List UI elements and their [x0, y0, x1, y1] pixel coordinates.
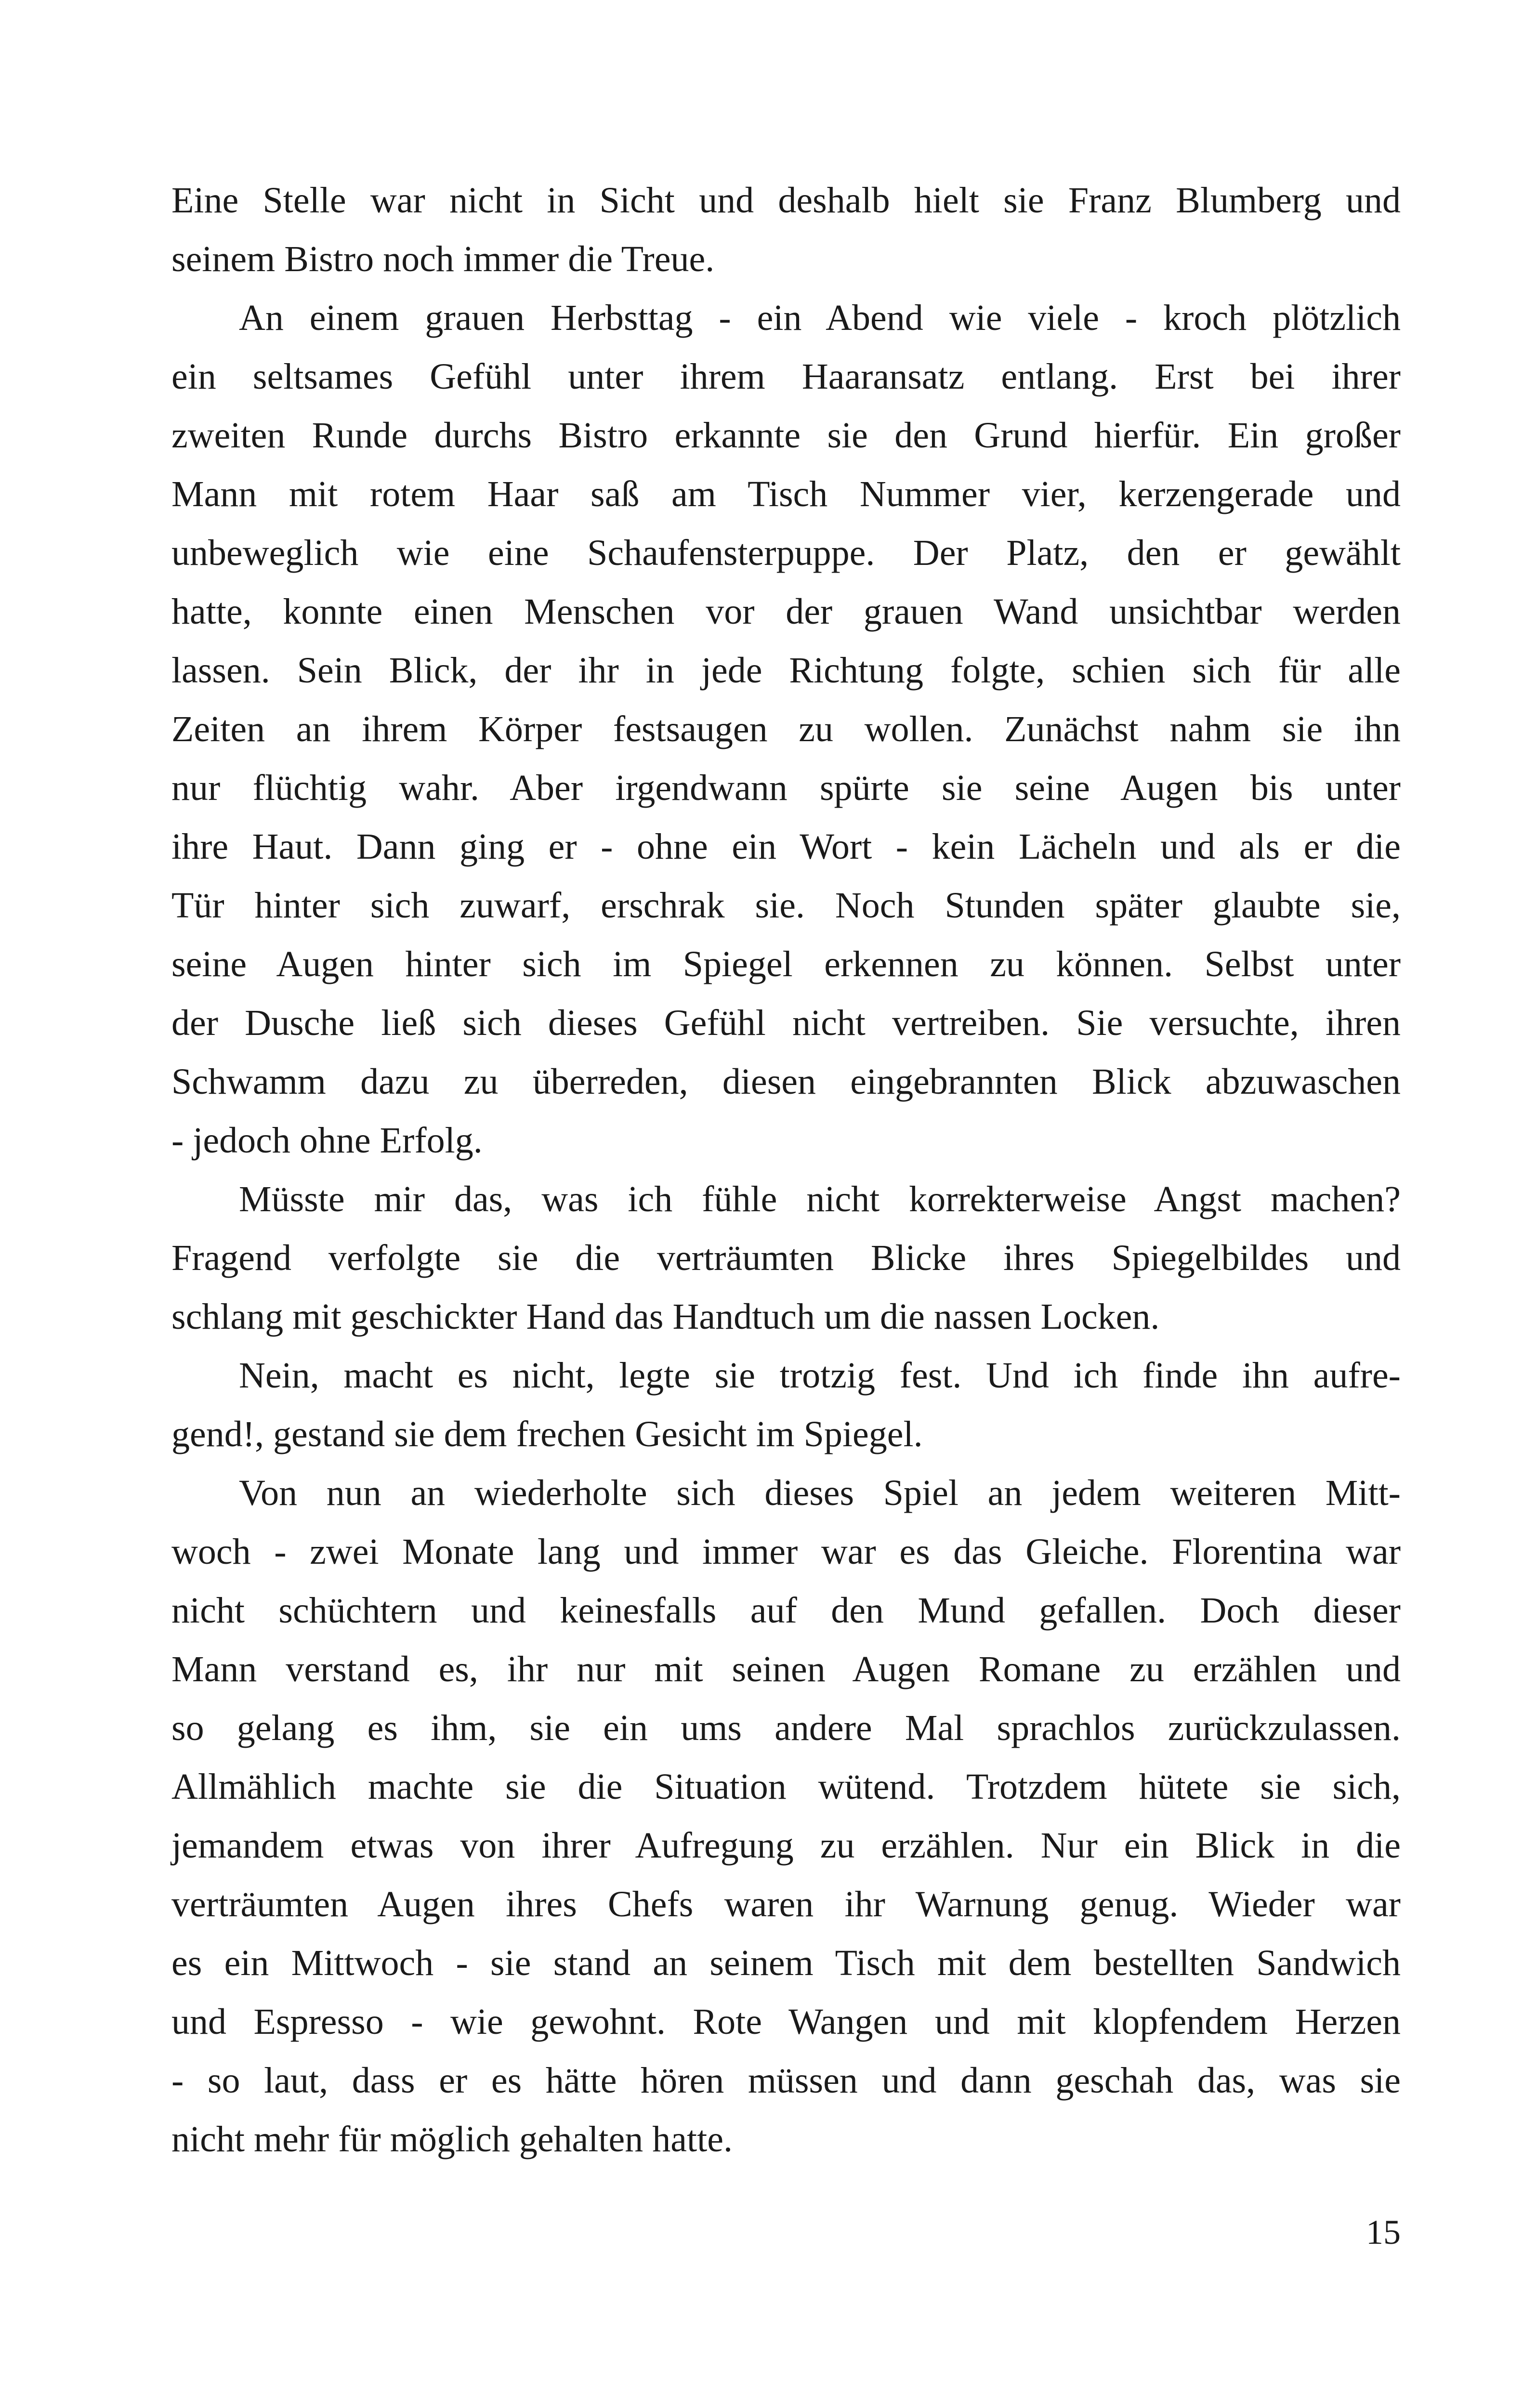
text-line: nicht mehr für möglich gehalten hatte.	[171, 2119, 733, 2159]
text-line: Allmählich machte sie die Situation wütend. Trotzdem hütete sie sich,	[171, 1767, 1401, 1807]
text-line: verträumten Augen ihres Chefs waren ihr Warnung genug. Wieder war	[171, 1884, 1401, 1924]
paragraph	[171, 1170, 1401, 1346]
text-line: und Espresso - wie gewohnt. Rote Wangen und mit klopfendem Herzen	[171, 2002, 1401, 2042]
text-line: seine Augen hinter sich im Spiegel erkennen zu können. Selbst unter	[171, 944, 1401, 984]
text-line: zweiten Runde durchs Bistro erkannte sie den Grund hierfür. Ein großer	[171, 415, 1401, 456]
text-line: jemandem etwas von ihrer Aufregung zu erzählen. Nur ein Blick in die	[171, 1825, 1401, 1866]
paragraph	[171, 288, 1401, 1170]
text-line: Eine Stelle war nicht in Sicht und deshalb hielt sie Franz Blumberg und	[171, 180, 1401, 221]
text-line: seinem Bistro noch immer die Treue.	[171, 239, 715, 279]
text-line: gend!, gestand sie dem frechen Gesicht im Spiegel.	[171, 1414, 923, 1454]
text-line: - jedoch ohne Erfolg.	[171, 1120, 483, 1161]
text-line: Von nun an wiederholte sich dieses Spiel an jedem weiteren Mitt-	[239, 1473, 1401, 1513]
text-line: hatte, konnte einen Menschen vor der grauen Wand unsichtbar werden	[171, 591, 1401, 632]
text-line: unbeweglich wie eine Schaufensterpuppe. Der Platz, den er gewählt	[171, 533, 1401, 573]
text-line: woch - zwei Monate lang und immer war es das Gleiche. Florentina war	[171, 1531, 1401, 1572]
page-number: 15	[1366, 2213, 1401, 2251]
text-line: ihre Haut. Dann ging er - ohne ein Wort - kein Lächeln und als er die	[171, 826, 1401, 867]
paragraph	[171, 1464, 1401, 2169]
body-text	[171, 0, 1401, 2169]
text-line: Fragend verfolgte sie die verträumten Blicke ihres Spiegelbildes und	[171, 1238, 1401, 1278]
text-line: - so laut, dass er es hätte hören müssen und dann geschah das, was sie	[171, 2060, 1401, 2101]
text-line: Schwamm dazu zu überreden, diesen eingebrannten Blick abzuwaschen	[171, 1061, 1401, 1102]
text-line: so gelang es ihm, sie ein ums andere Mal sprachlos zurückzulassen.	[171, 1708, 1401, 1748]
text-line: schlang mit geschickter Hand das Handtuch um die nassen Locken.	[171, 1296, 1160, 1337]
text-line: Müsste mir das, was ich fühle nicht korrekterweise Angst machen?	[239, 1179, 1401, 1219]
text-line: An einem grauen Herbsttag - ein Abend wie viele - kroch plötzlich	[239, 298, 1401, 338]
paragraph	[171, 171, 1401, 288]
text-line: es ein Mittwoch - sie stand an seinem Tisch mit dem bestellten Sandwich	[171, 1943, 1401, 1983]
text-line: der Dusche ließ sich dieses Gefühl nicht vertreiben. Sie versuchte, ihren	[171, 1003, 1401, 1043]
text-line: Mann verstand es, ihr nur mit seinen Augen Romane zu erzählen und	[171, 1649, 1401, 1689]
text-line: Nein, macht es nicht, legte sie trotzig fest. Und ich finde ihn aufre-	[239, 1355, 1401, 1396]
text-line: Tür hinter sich zuwarf, erschrak sie. Noch Stunden später glaubte sie,	[171, 885, 1401, 926]
text-line: Zeiten an ihrem Körper festsaugen zu wollen. Zunächst nahm sie ihn	[171, 709, 1401, 749]
text-line: lassen. Sein Blick, der ihr in jede Richtung folgte, schien sich für alle	[171, 650, 1401, 691]
text-line: Mann mit rotem Haar saß am Tisch Nummer vier, kerzengerade und	[171, 474, 1401, 514]
text-line: nicht schüchtern und keinesfalls auf den Mund gefallen. Doch dieser	[171, 1590, 1401, 1631]
paragraph	[171, 1346, 1401, 1464]
text-line: nur flüchtig wahr. Aber irgendwann spürte sie seine Augen bis unter	[171, 768, 1401, 808]
text-line: ein seltsames Gefühl unter ihrem Haaransatz entlang. Erst bei ihrer	[171, 356, 1401, 397]
